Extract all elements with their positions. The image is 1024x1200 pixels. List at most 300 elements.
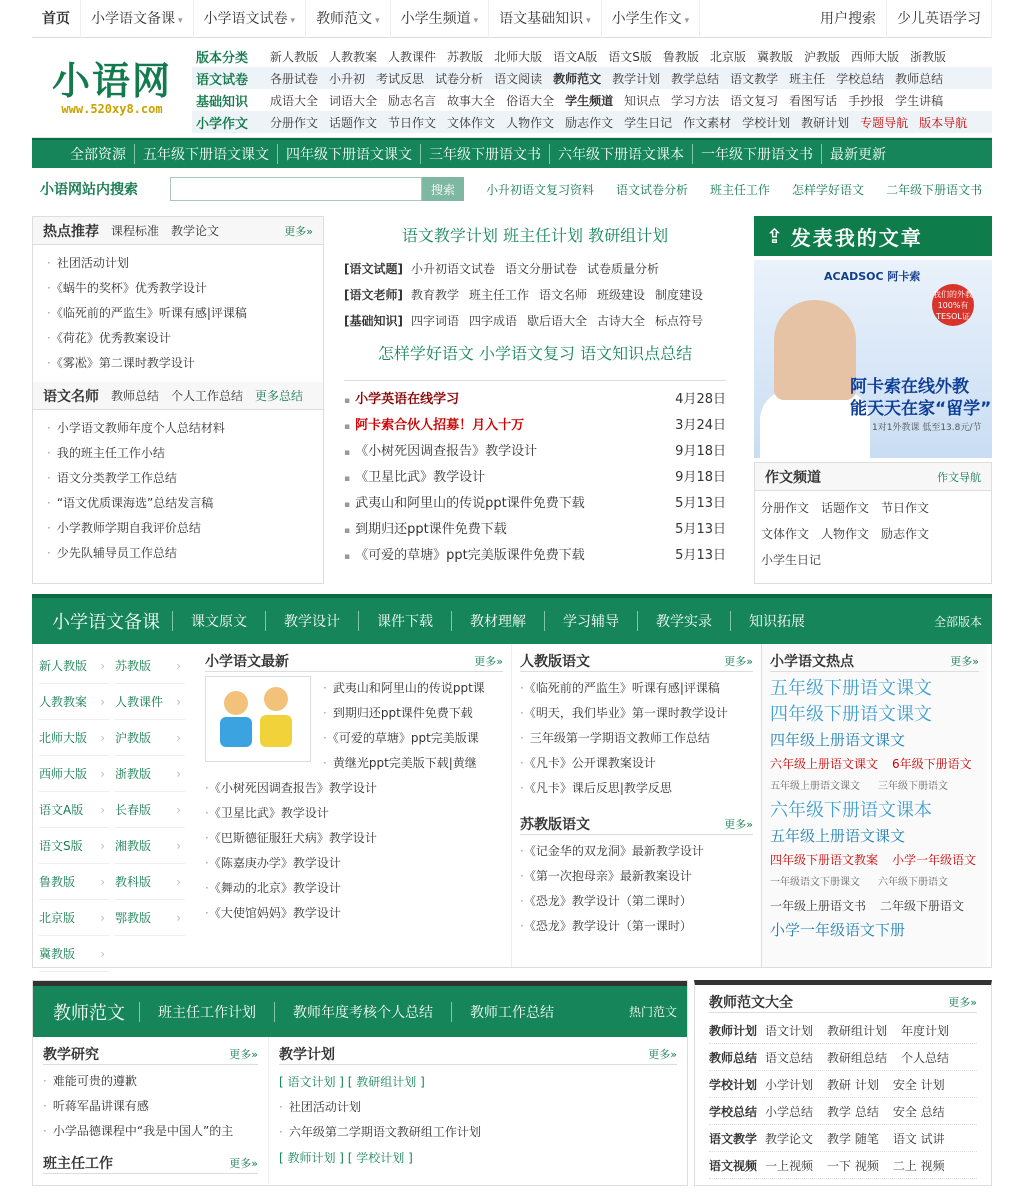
fanwen-link[interactable]: 教学 随笔	[827, 1131, 879, 1146]
list-item[interactable]: · 《大使馆妈妈》教学设计	[205, 901, 503, 926]
hot-link[interactable]: 二年级下册语文	[880, 899, 965, 913]
beike-nav-item[interactable]: 教学设计	[265, 611, 358, 631]
zuowen-link[interactable]: 励志作文	[881, 527, 930, 541]
category-link[interactable]: 学校总结	[836, 71, 885, 86]
category-link[interactable]: 学习方法	[671, 93, 720, 108]
list-item[interactable]: · 《第一次抱母亲》最新教案设计	[520, 864, 753, 889]
news-date: 3月24日	[675, 418, 726, 433]
green-nav-item[interactable]: 一年级下册语文书	[692, 144, 821, 164]
logo[interactable]	[32, 38, 192, 137]
hot-link-row	[770, 872, 979, 894]
hot-link[interactable]: 六年级下册语文课本	[770, 800, 932, 821]
category-head[interactable]: 小学作文	[196, 116, 249, 132]
news-date: 9月18日	[675, 444, 726, 459]
green-nav-item[interactable]: 最新更新	[821, 144, 894, 164]
category-link[interactable]: 浙教版	[910, 49, 947, 64]
news-item[interactable]	[344, 413, 726, 439]
list-item[interactable]: · 《可爱的草塘》ppt完美版课	[323, 726, 485, 751]
teacher-section-title[interactable]: 教师范文	[53, 1002, 125, 1024]
news-title[interactable]: ▪ 阿卡索合伙人招募！月入十万	[344, 413, 674, 439]
mid-row-link[interactable]: 古诗大全	[597, 314, 646, 328]
list-item[interactable]: · 难能可贵的遵歉	[43, 1069, 258, 1094]
category-link[interactable]: 教学总结	[671, 71, 720, 86]
hot-link[interactable]: 一年级上册语文书	[770, 899, 867, 913]
fanwen-link[interactable]: 安全 计划	[892, 1077, 945, 1092]
latest-box	[197, 644, 511, 967]
fanwen-key[interactable]: 语文视频	[709, 1158, 758, 1173]
mid-row-key: [语文老师]	[344, 288, 403, 302]
version-link[interactable]: 长春版 ›	[115, 792, 185, 828]
list-item[interactable]: · 社团活动计划	[47, 251, 323, 276]
list-item[interactable]: · 《陈嘉庚办学》教学设计	[205, 851, 503, 876]
category-link[interactable]: 语文教学	[730, 71, 779, 86]
category-link[interactable]: 教师总结	[895, 71, 944, 86]
list-item[interactable]: · 小学语文教师年度个人总结材料	[47, 416, 323, 441]
zuowen-link[interactable]: 节日作文	[881, 501, 930, 515]
category-grid	[192, 38, 992, 137]
mid-row-key: [基础知识]	[344, 314, 403, 328]
plan-header	[279, 1043, 677, 1065]
category-row	[192, 45, 992, 67]
news-list	[344, 380, 726, 569]
category-link[interactable]: 鲁教版	[662, 49, 699, 64]
mid-row-link[interactable]: 试卷质量分析	[587, 262, 660, 276]
hot-link[interactable]: 6年级下册语文	[892, 757, 972, 771]
version-link[interactable]: 北师大版 ›	[39, 720, 109, 756]
hot-link[interactable]: 五年级上册语文课文	[770, 781, 860, 792]
list-item[interactable]: · 我的班主任工作小结	[47, 441, 323, 466]
kid-head	[224, 691, 248, 715]
mid-row-link[interactable]: 四字词语	[410, 314, 459, 328]
category-row	[192, 111, 992, 133]
more-label: 更多	[284, 224, 307, 238]
hot-link-row	[770, 752, 979, 776]
mid-row-link[interactable]: 歇后语大全	[527, 314, 588, 328]
category-link[interactable]: 各册试卷	[270, 71, 319, 86]
green-nav-item[interactable]: 五年级下册语文课文	[134, 144, 277, 164]
mid-row-link[interactable]: 标点符号	[655, 314, 704, 328]
yuwen-hot-title: 小学语文热点	[770, 653, 854, 670]
hot-link-row	[770, 848, 979, 872]
zuowen-link[interactable]: 话题作文	[821, 501, 870, 515]
chevron-down-icon: ▾	[586, 15, 591, 26]
category-row	[192, 67, 992, 89]
fanwen-link[interactable]: 教学论文	[765, 1131, 814, 1146]
news-item[interactable]	[344, 543, 726, 569]
hot-link[interactable]: 小学一年级语文下册	[770, 921, 906, 939]
fanwen-key[interactable]: 语文教学	[709, 1131, 758, 1146]
teacher-nav-item[interactable]: 教师工作总结	[451, 1002, 572, 1022]
news-item[interactable]	[344, 517, 726, 543]
list-item[interactable]: · 听蒋军晶讲课有感	[43, 1094, 258, 1119]
list-item[interactable]: · 黄继光ppt完美版下载|黄继	[323, 751, 485, 776]
category-link[interactable]: 节日作文	[388, 115, 437, 130]
renjiao-title: 人教版语文	[520, 653, 590, 670]
news-title[interactable]: ▪ 《小树死因调查报告》教学设计	[344, 439, 674, 465]
version-link[interactable]: 冀教版 ›	[39, 936, 109, 972]
fanwen-key[interactable]: 教师计划	[709, 1023, 758, 1038]
hot-tab[interactable]: 教学论文	[171, 224, 220, 238]
mid-title-2[interactable]: 怎样学好语文 小学语文复习 语文知识点总结	[377, 344, 693, 363]
category-link[interactable]: 教学计划	[612, 71, 661, 86]
list-item[interactable]: · 武夷山和阿里山的传说ppt课	[323, 676, 485, 701]
teacher-nav-item[interactable]: 班主任工作计划	[139, 1002, 274, 1022]
category-link[interactable]: 语文A版	[553, 49, 598, 64]
version-link[interactable]: 新人教版 ›	[39, 648, 109, 684]
teacher-tab[interactable]: 个人工作总结	[171, 389, 244, 403]
list-item[interactable]: · 《荷花》优秀教案设计	[47, 326, 323, 351]
category-link[interactable]: 西师大版	[850, 49, 899, 64]
fanwen-link[interactable]: 语文 试讲	[892, 1131, 945, 1146]
more-link[interactable]	[284, 223, 313, 239]
category-link[interactable]: 词语大全	[329, 93, 378, 108]
list-item[interactable]: · 语文分类教学工作总结	[47, 466, 323, 491]
category-link[interactable]: 励志作文	[565, 115, 614, 130]
category-link[interactable]: 冀教版	[756, 49, 793, 64]
news-date: 5月13日	[675, 496, 726, 511]
category-link[interactable]: 学生频道	[565, 93, 614, 108]
search-quick-link[interactable]: 二年级下册语文书	[886, 182, 983, 197]
category-link[interactable]: 手抄报	[848, 93, 885, 108]
hot-link[interactable]: 小学一年级语文	[892, 853, 977, 867]
news-title[interactable]: ▪ 《卫星比武》教学设计	[344, 465, 674, 491]
category-link[interactable]: 学生讲稿	[895, 93, 944, 108]
mid-row-link[interactable]: 班主任工作	[469, 288, 530, 302]
nav-item[interactable]	[194, 0, 307, 38]
list-item[interactable]: · 《临死前的严监生》听课有感|评课稿	[47, 301, 323, 326]
kids-english-link[interactable]: 少儿英语学习	[887, 0, 992, 38]
category-link[interactable]: 苏教版	[447, 49, 484, 64]
category-head[interactable]: 版本分类	[196, 50, 249, 66]
more-link[interactable]: 更多»	[229, 1156, 258, 1170]
nav-item[interactable]	[81, 0, 194, 38]
category-link[interactable]: 励志名言	[388, 93, 437, 108]
list-item[interactable]: · 《卫星比武》教学设计	[205, 801, 503, 826]
hot-link[interactable]: 六年级下册语文	[878, 877, 948, 888]
hot-list	[33, 245, 323, 382]
category-link[interactable]: 试卷分析	[435, 71, 484, 86]
mid-row-link[interactable]: 小升初语文试卷	[410, 262, 495, 276]
category-row	[192, 89, 992, 111]
search-quick-link[interactable]: 小升初语文复习资料	[486, 182, 595, 197]
fanwen-link[interactable]: 一上视频	[765, 1158, 814, 1173]
list-item[interactable]: · 社团活动计划	[279, 1095, 677, 1120]
list-item[interactable]: · 《凡卡》课后反思|教学反思	[520, 776, 753, 801]
fanwen-link[interactable]: 教研组总结	[827, 1050, 888, 1065]
mid-row-link[interactable]: 教育教学	[410, 288, 459, 302]
zuowen-link[interactable]: 文体作文	[761, 527, 810, 541]
news-title[interactable]: ▪ 小学英语在线学习	[344, 387, 674, 413]
version-link[interactable]: 西师大版 ›	[39, 756, 109, 792]
fanwen-title: 教师范文大全	[709, 994, 793, 1011]
hot-link[interactable]: 一年级语文下册课文	[770, 877, 860, 888]
hot-link[interactable]: 五年级上册语文课文	[770, 827, 906, 845]
version-link[interactable]: 浙教版 ›	[115, 756, 185, 792]
list-item[interactable]: · 《凡卡》公开课教案设计	[520, 751, 753, 776]
mid-row-link[interactable]: 四字成语	[469, 314, 518, 328]
ad-banner[interactable]	[754, 260, 992, 458]
search-button[interactable]: 搜索	[422, 177, 464, 201]
category-link[interactable]: 小升初	[329, 71, 366, 86]
list-item[interactable]: · 《雾凇》第二课时教学设计	[47, 351, 323, 376]
list-item[interactable]: · 《明天，我们毕业》第一课时教学设计	[520, 701, 753, 726]
beike-nav-item[interactable]: 教学实录	[637, 611, 730, 631]
search-quick-link[interactable]: 语文试卷分析	[616, 182, 689, 197]
mid-row	[344, 282, 726, 308]
version-link[interactable]: 鲁教版 ›	[39, 864, 109, 900]
left-box	[32, 216, 324, 584]
category-link[interactable]: 班主任	[789, 71, 826, 86]
version-link[interactable]: 教科版 ›	[115, 864, 185, 900]
list-item[interactable]: · 小学教师学期自我评价总结	[47, 516, 323, 541]
beike-nav-item[interactable]: 课件下载	[358, 611, 451, 631]
more-link[interactable]: 更多»	[474, 654, 503, 668]
category-link[interactable]: 学校计划	[742, 115, 791, 130]
category-link[interactable]: 文体作文	[447, 115, 496, 130]
category-link[interactable]: 语文复习	[730, 93, 779, 108]
search-links	[464, 181, 982, 198]
hot-tab[interactable]: 课程标准	[111, 224, 160, 238]
zuowen-grid	[755, 491, 991, 577]
zuowen-link[interactable]: 人物作文	[821, 527, 870, 541]
version-link[interactable]: 北京版 ›	[39, 900, 109, 936]
category-link[interactable]: 俗语大全	[506, 93, 555, 108]
version-link[interactable]: 沪教版 ›	[115, 720, 185, 756]
research-list	[43, 1069, 258, 1144]
fanwen-link[interactable]: 语文总结	[765, 1050, 814, 1065]
version-link[interactable]: 苏教版 ›	[115, 648, 185, 684]
fanwen-link[interactable]: 二上 视频	[892, 1158, 945, 1173]
zuowen-title[interactable]: 作文频道	[765, 469, 821, 486]
category-link[interactable]: 教师范文	[553, 71, 602, 86]
mid-row-link[interactable]: 班级建设	[597, 288, 646, 302]
plan-title: 教学计划	[279, 1046, 335, 1063]
hot-link[interactable]: 四年级下册语文教案	[770, 853, 879, 867]
list-item[interactable]: · 《舞动的北京》教学设计	[205, 876, 503, 901]
ad-line-1: 阿卡索在线外教	[850, 377, 969, 397]
zuowen-link[interactable]: 分册作文	[761, 501, 810, 515]
fanwen-link[interactable]: 一下 视频	[827, 1158, 879, 1173]
mid-row	[344, 256, 726, 282]
yuwen-hot-header	[770, 650, 979, 672]
hot-link[interactable]: 三年级下册语文	[878, 781, 948, 792]
plan-tag[interactable]: [ 教师计划 ] [ 学校计划 ]	[279, 1151, 413, 1165]
more-label: 更多	[648, 1047, 671, 1061]
search-input[interactable]	[170, 177, 422, 201]
user-search-link[interactable]: 用户搜索	[810, 0, 887, 38]
logo-url: www.520xy8.com	[61, 101, 163, 116]
green-nav-item[interactable]: 三年级下册语文书	[420, 144, 549, 164]
category-link[interactable]: 专题导航	[860, 115, 909, 130]
nav-item[interactable]	[391, 0, 490, 38]
list-item[interactable]: · 《蜗牛的奖杯》优秀教学设计	[47, 276, 323, 301]
hot-link-row	[770, 776, 979, 798]
fanwen-link[interactable]: 教学 总结	[827, 1104, 879, 1119]
fanwen-link[interactable]: 小学总结	[765, 1104, 814, 1119]
category-link[interactable]: 看图写话	[789, 93, 838, 108]
category-link[interactable]: 作文素材	[683, 115, 732, 130]
fanwen-link[interactable]: 年度计划	[901, 1023, 950, 1038]
category-link[interactable]: 人教教案	[329, 49, 378, 64]
list-item[interactable]: · 小学品德课程中“我是中国人”的主	[43, 1119, 258, 1144]
category-link[interactable]: 语文阅读	[494, 71, 543, 86]
list-item[interactable]: · 《恐龙》教学设计（第二课时）	[520, 889, 753, 914]
version-link[interactable]: 语文S版 ›	[39, 828, 109, 864]
fanwen-rows	[709, 1017, 977, 1179]
category-link[interactable]: 北师大版	[494, 49, 543, 64]
news-item[interactable]	[344, 439, 726, 465]
fanwen-link[interactable]: 教研 计划	[827, 1077, 879, 1092]
kid-body	[260, 715, 292, 747]
category-link[interactable]: 版本导航	[919, 115, 968, 130]
version-link[interactable]: 湘教版 ›	[115, 828, 185, 864]
category-head[interactable]: 基础知识	[196, 94, 249, 110]
category-link[interactable]: 分册作文	[270, 115, 319, 130]
fanwen-link[interactable]: 个人总结	[901, 1050, 950, 1065]
teacher-title[interactable]: 语文名师	[43, 388, 99, 405]
category-link[interactable]: 沪教版	[803, 49, 840, 64]
category-head[interactable]: 语文试卷	[196, 72, 249, 88]
more-link[interactable]: 更多»	[724, 817, 753, 831]
mid-row	[344, 308, 726, 334]
list-item[interactable]: · 《巴斯德征服狂犬病》教学设计	[205, 826, 503, 851]
list-item[interactable]: · 到期归还ppt课件免费下载	[323, 701, 485, 726]
fanwen-link[interactable]: 安全 总结	[892, 1104, 945, 1119]
category-link[interactable]: 故事大全	[447, 93, 496, 108]
chevron-down-icon: ▾	[178, 15, 183, 26]
nav-item[interactable]	[489, 0, 602, 38]
more-link[interactable]: 更多»	[950, 654, 979, 668]
nav-item[interactable]	[306, 0, 391, 38]
version-link[interactable]: 语文A版 ›	[39, 792, 109, 828]
chevron-down-icon: ▾	[375, 15, 380, 26]
right-column	[754, 216, 992, 584]
version-link[interactable]: 鄂教版 ›	[115, 900, 185, 936]
more-label: 更多	[724, 654, 747, 668]
ad-brand: ACADSOC 阿卡索	[824, 270, 921, 283]
more-link[interactable]: 更多»	[948, 995, 977, 1009]
category-link[interactable]: 人物作文	[506, 115, 555, 130]
news-title[interactable]: ▪ 到期归还ppt课件免费下载	[344, 517, 674, 543]
news-title[interactable]: ▪ 武夷山和阿里山的传说ppt课件免费下载	[344, 491, 674, 517]
beike-nav-item[interactable]: 知识拓展	[730, 611, 823, 631]
mid-row-link[interactable]: 制度建设	[655, 288, 704, 302]
list-item[interactable]: · “语文优质课海选”总结发言稿	[47, 491, 323, 516]
teacher-nav-item[interactable]: 教师年度考核个人总结	[274, 1002, 451, 1022]
version-link[interactable]: 人教教案 ›	[39, 684, 109, 720]
fanwen-row	[709, 1098, 977, 1125]
top-nav	[32, 0, 992, 38]
category-link[interactable]: 学生日记	[624, 115, 673, 130]
category-link[interactable]: 话题作文	[329, 115, 378, 130]
hot-title[interactable]: 热点推荐	[43, 223, 99, 240]
list-item[interactable]: · 六年级第二学期语文教研组工作计划	[279, 1120, 677, 1145]
kids-illustration[interactable]	[205, 676, 311, 762]
more-link[interactable]: 更多»	[648, 1047, 677, 1061]
beike-nav-item[interactable]: 教材理解	[451, 611, 544, 631]
search-bar	[32, 168, 992, 210]
category-link[interactable]: 考试反思	[376, 71, 425, 86]
fanwen-link[interactable]: 语文计划	[765, 1023, 814, 1038]
hot-link[interactable]: 四年级下册语文课文	[770, 704, 932, 725]
zuowen-more[interactable]: 作文导航	[937, 470, 981, 484]
plan-col	[269, 1037, 687, 1184]
teacher-section-bar	[33, 981, 687, 1037]
nav-item[interactable]	[602, 0, 701, 38]
bzr-title: 班主任工作	[43, 1155, 113, 1172]
teacher-section	[32, 980, 688, 1186]
fanwen-key[interactable]: 学校总结	[709, 1104, 758, 1119]
search-quick-link[interactable]: 班主任工作	[710, 182, 771, 197]
hot-link[interactable]: 五年级下册语文课文	[770, 678, 932, 699]
fanwen-key[interactable]: 学校计划	[709, 1077, 758, 1092]
category-link[interactable]: 教研计划	[801, 115, 850, 130]
plan-tag[interactable]: [ 语文计划 ] [ 教研组计划 ]	[279, 1075, 425, 1089]
news-item[interactable]	[344, 387, 726, 413]
news-item[interactable]	[344, 491, 726, 517]
hot-link[interactable]: 六年级上册语文课文	[770, 757, 879, 771]
list-item[interactable]: · 《恐龙》教学设计（第一课时）	[520, 914, 753, 939]
version-link[interactable]: 人教课件 ›	[115, 684, 185, 720]
list-item[interactable]: · 三年级第一学期语文教师工作总结	[520, 726, 753, 751]
beike-title[interactable]: 小学语文备课	[52, 612, 160, 633]
teacher-section-more[interactable]: 热门范文	[628, 1005, 677, 1019]
category-link[interactable]: 北京版	[709, 49, 746, 64]
list-item[interactable]: · 少先队辅导员工作总结	[47, 541, 323, 566]
fanwen-link[interactable]: 小学计划	[765, 1077, 814, 1092]
teacher-more[interactable]: 更多总结	[255, 389, 304, 403]
mid-row-link[interactable]: 语文分册试卷	[505, 262, 578, 276]
hot-link[interactable]: 四年级上册语文课文	[770, 731, 906, 749]
double-chevron-icon: »	[306, 224, 313, 238]
news-item[interactable]	[344, 465, 726, 491]
news-title[interactable]: ▪ 《可爱的草塘》ppt完美版课件免费下载	[344, 543, 674, 569]
mid-row-link[interactable]: 语文名师	[539, 288, 588, 302]
list-item[interactable]: · 《临死前的严监生》听课有感|评课稿	[520, 676, 753, 701]
category-link[interactable]: 语文S版	[608, 49, 652, 64]
ad-seal: 我们的外教 100%有TESOL证	[932, 284, 974, 326]
teacher-tab[interactable]: 教师总结	[111, 389, 160, 403]
green-nav-item[interactable]: 四年级下册语文课文	[277, 144, 420, 164]
beike-nav-item[interactable]: 课文原文	[172, 611, 265, 631]
fanwen-link[interactable]: 教研组计划	[827, 1023, 888, 1038]
more-link[interactable]: 更多»	[229, 1047, 258, 1061]
list-item[interactable]: · 《记金华的双龙洞》最新教学设计	[520, 839, 753, 864]
publish-button[interactable]	[754, 216, 992, 256]
nav-home[interactable]: 首页	[32, 0, 81, 38]
more-label: 更多	[950, 654, 973, 668]
teacher-section-row	[32, 980, 992, 1186]
more-link[interactable]: 更多»	[724, 654, 753, 668]
zuowen-link[interactable]: 小学生日记	[761, 553, 822, 567]
category-link[interactable]: 知识点	[624, 93, 661, 108]
ad-line-3: 1对1外教课 低至13.8元/节	[872, 423, 982, 433]
category-link[interactable]: 新人教版	[270, 49, 319, 64]
category-link[interactable]: 人教课件	[388, 49, 437, 64]
research-title: 教学研究	[43, 1046, 99, 1063]
green-nav-item[interactable]: 全部资源	[70, 147, 126, 163]
mid-title-1[interactable]: 语文教学计划 班主任计划 教研组计划	[401, 226, 669, 245]
green-nav-item[interactable]: 六年级下册语文课本	[549, 144, 692, 164]
middle-column	[344, 216, 726, 584]
beike-more[interactable]: 全部版本	[933, 614, 982, 629]
beike-nav-item[interactable]: 学习辅导	[544, 611, 637, 631]
ad-figure-face	[774, 300, 856, 400]
search-quick-link[interactable]: 怎样学好语文	[792, 182, 865, 197]
list-item[interactable]: · 《小树死因调查报告》教学设计	[205, 776, 503, 801]
fanwen-key[interactable]: 教师总结	[709, 1050, 758, 1065]
category-link[interactable]: 成语大全	[270, 93, 319, 108]
